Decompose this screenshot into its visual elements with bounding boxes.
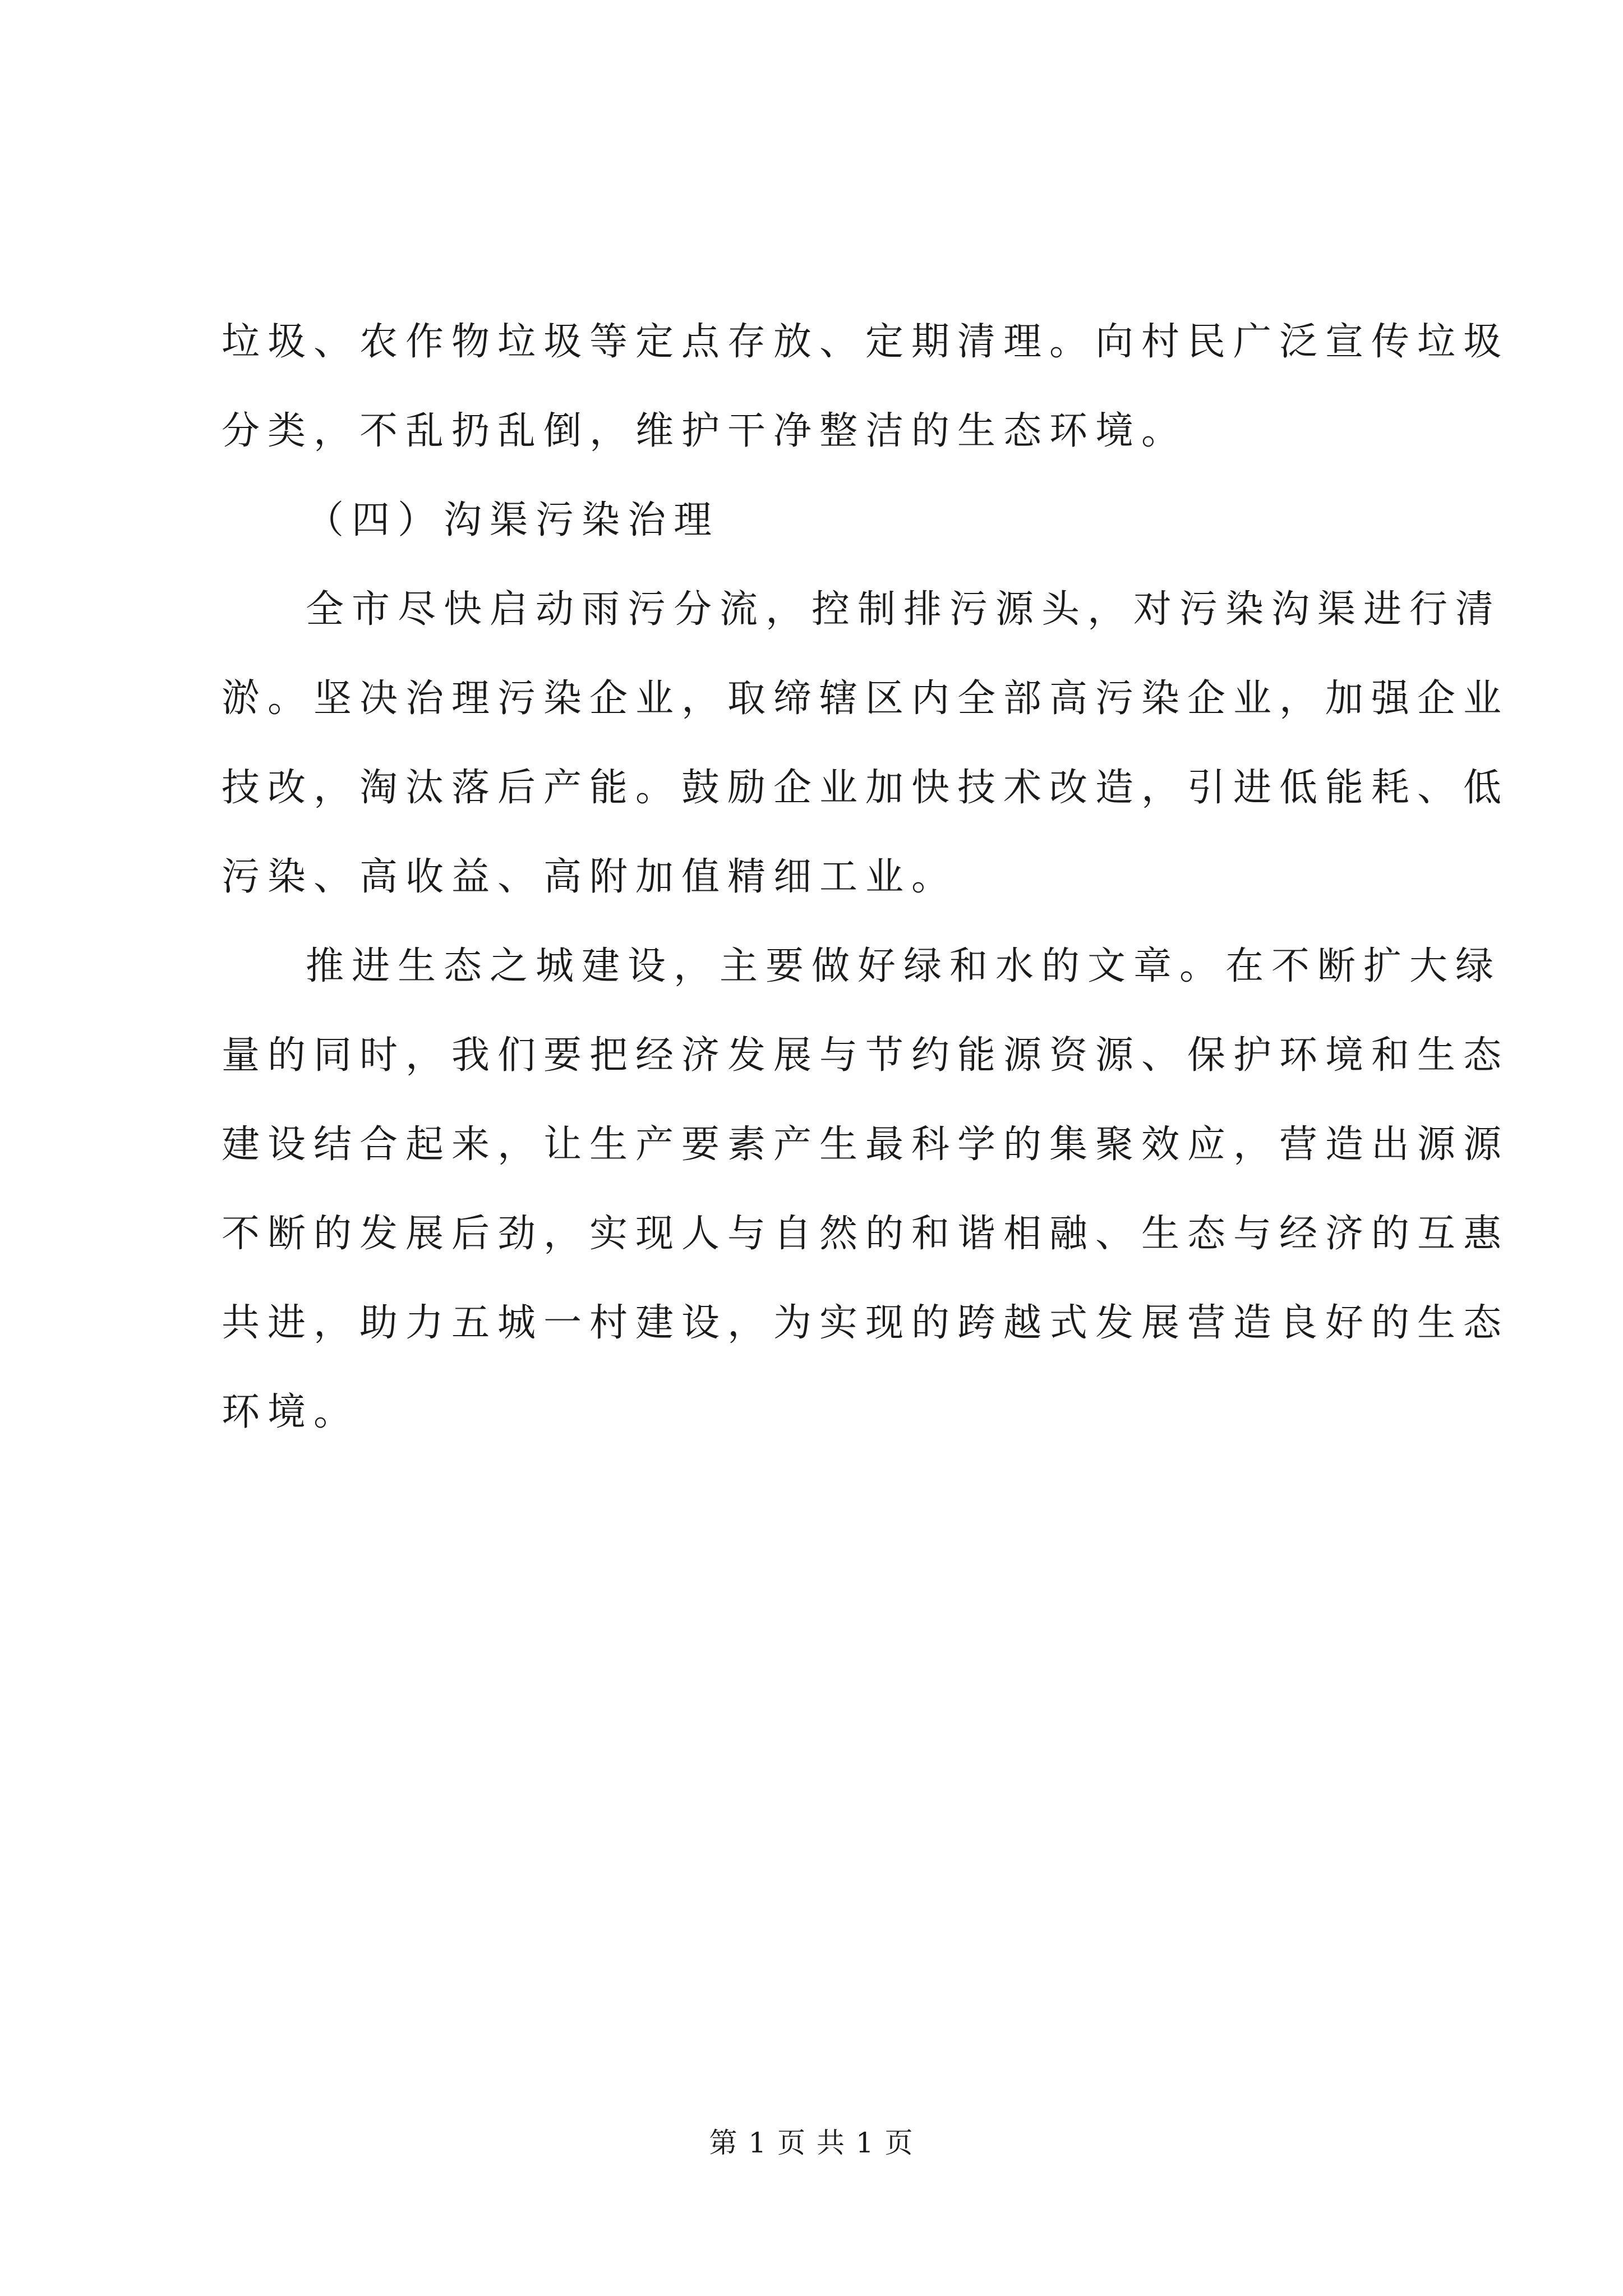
- text-line: 污染、高收益、高附加值精细工业。: [222, 855, 958, 899]
- body-text: [222, 297, 1510, 1457]
- text-line: 垃圾、农作物垃圾等定点存放、定期清理。向村民广泛宣传垃圾: [222, 320, 1510, 364]
- paragraph-first-line: 推进生态之城建设，主要做好绿和水的文章。在不断扩大绿: [306, 944, 1502, 988]
- text-line: 共进，助力五城一村建设，为实现的跨越式发展营造良好的生态: [222, 1301, 1510, 1345]
- text-line: 分类，不乱扔乱倒，维护干净整洁的生态环境。: [222, 409, 1188, 453]
- text-line: 环境。: [222, 1390, 360, 1434]
- page-number-footer: 第 1 页 共 1 页: [709, 2127, 914, 2159]
- paragraph-first-line: 全市尽快启动雨污分流，控制排污源头，对污染沟渠进行清: [306, 587, 1502, 632]
- section-heading: （四）沟渠污染治理: [306, 498, 720, 542]
- text-line: 量的同时，我们要把经济发展与节约能源资源、保护环境和生态: [222, 1033, 1510, 1078]
- text-line: 建设结合起来，让生产要素产生最科学的集聚效应，营造出源源: [222, 1122, 1510, 1167]
- text-line: 不断的发展后劲，实现人与自然的和谐相融、生态与经济的互惠: [222, 1212, 1510, 1256]
- text-line: 淤。坚决治理污染企业，取缔辖区内全部高污染企业，加强企业: [222, 677, 1510, 721]
- text-line: 技改，淘汰落后产能。鼓励企业加快技术改造，引进低能耗、低: [222, 766, 1510, 810]
